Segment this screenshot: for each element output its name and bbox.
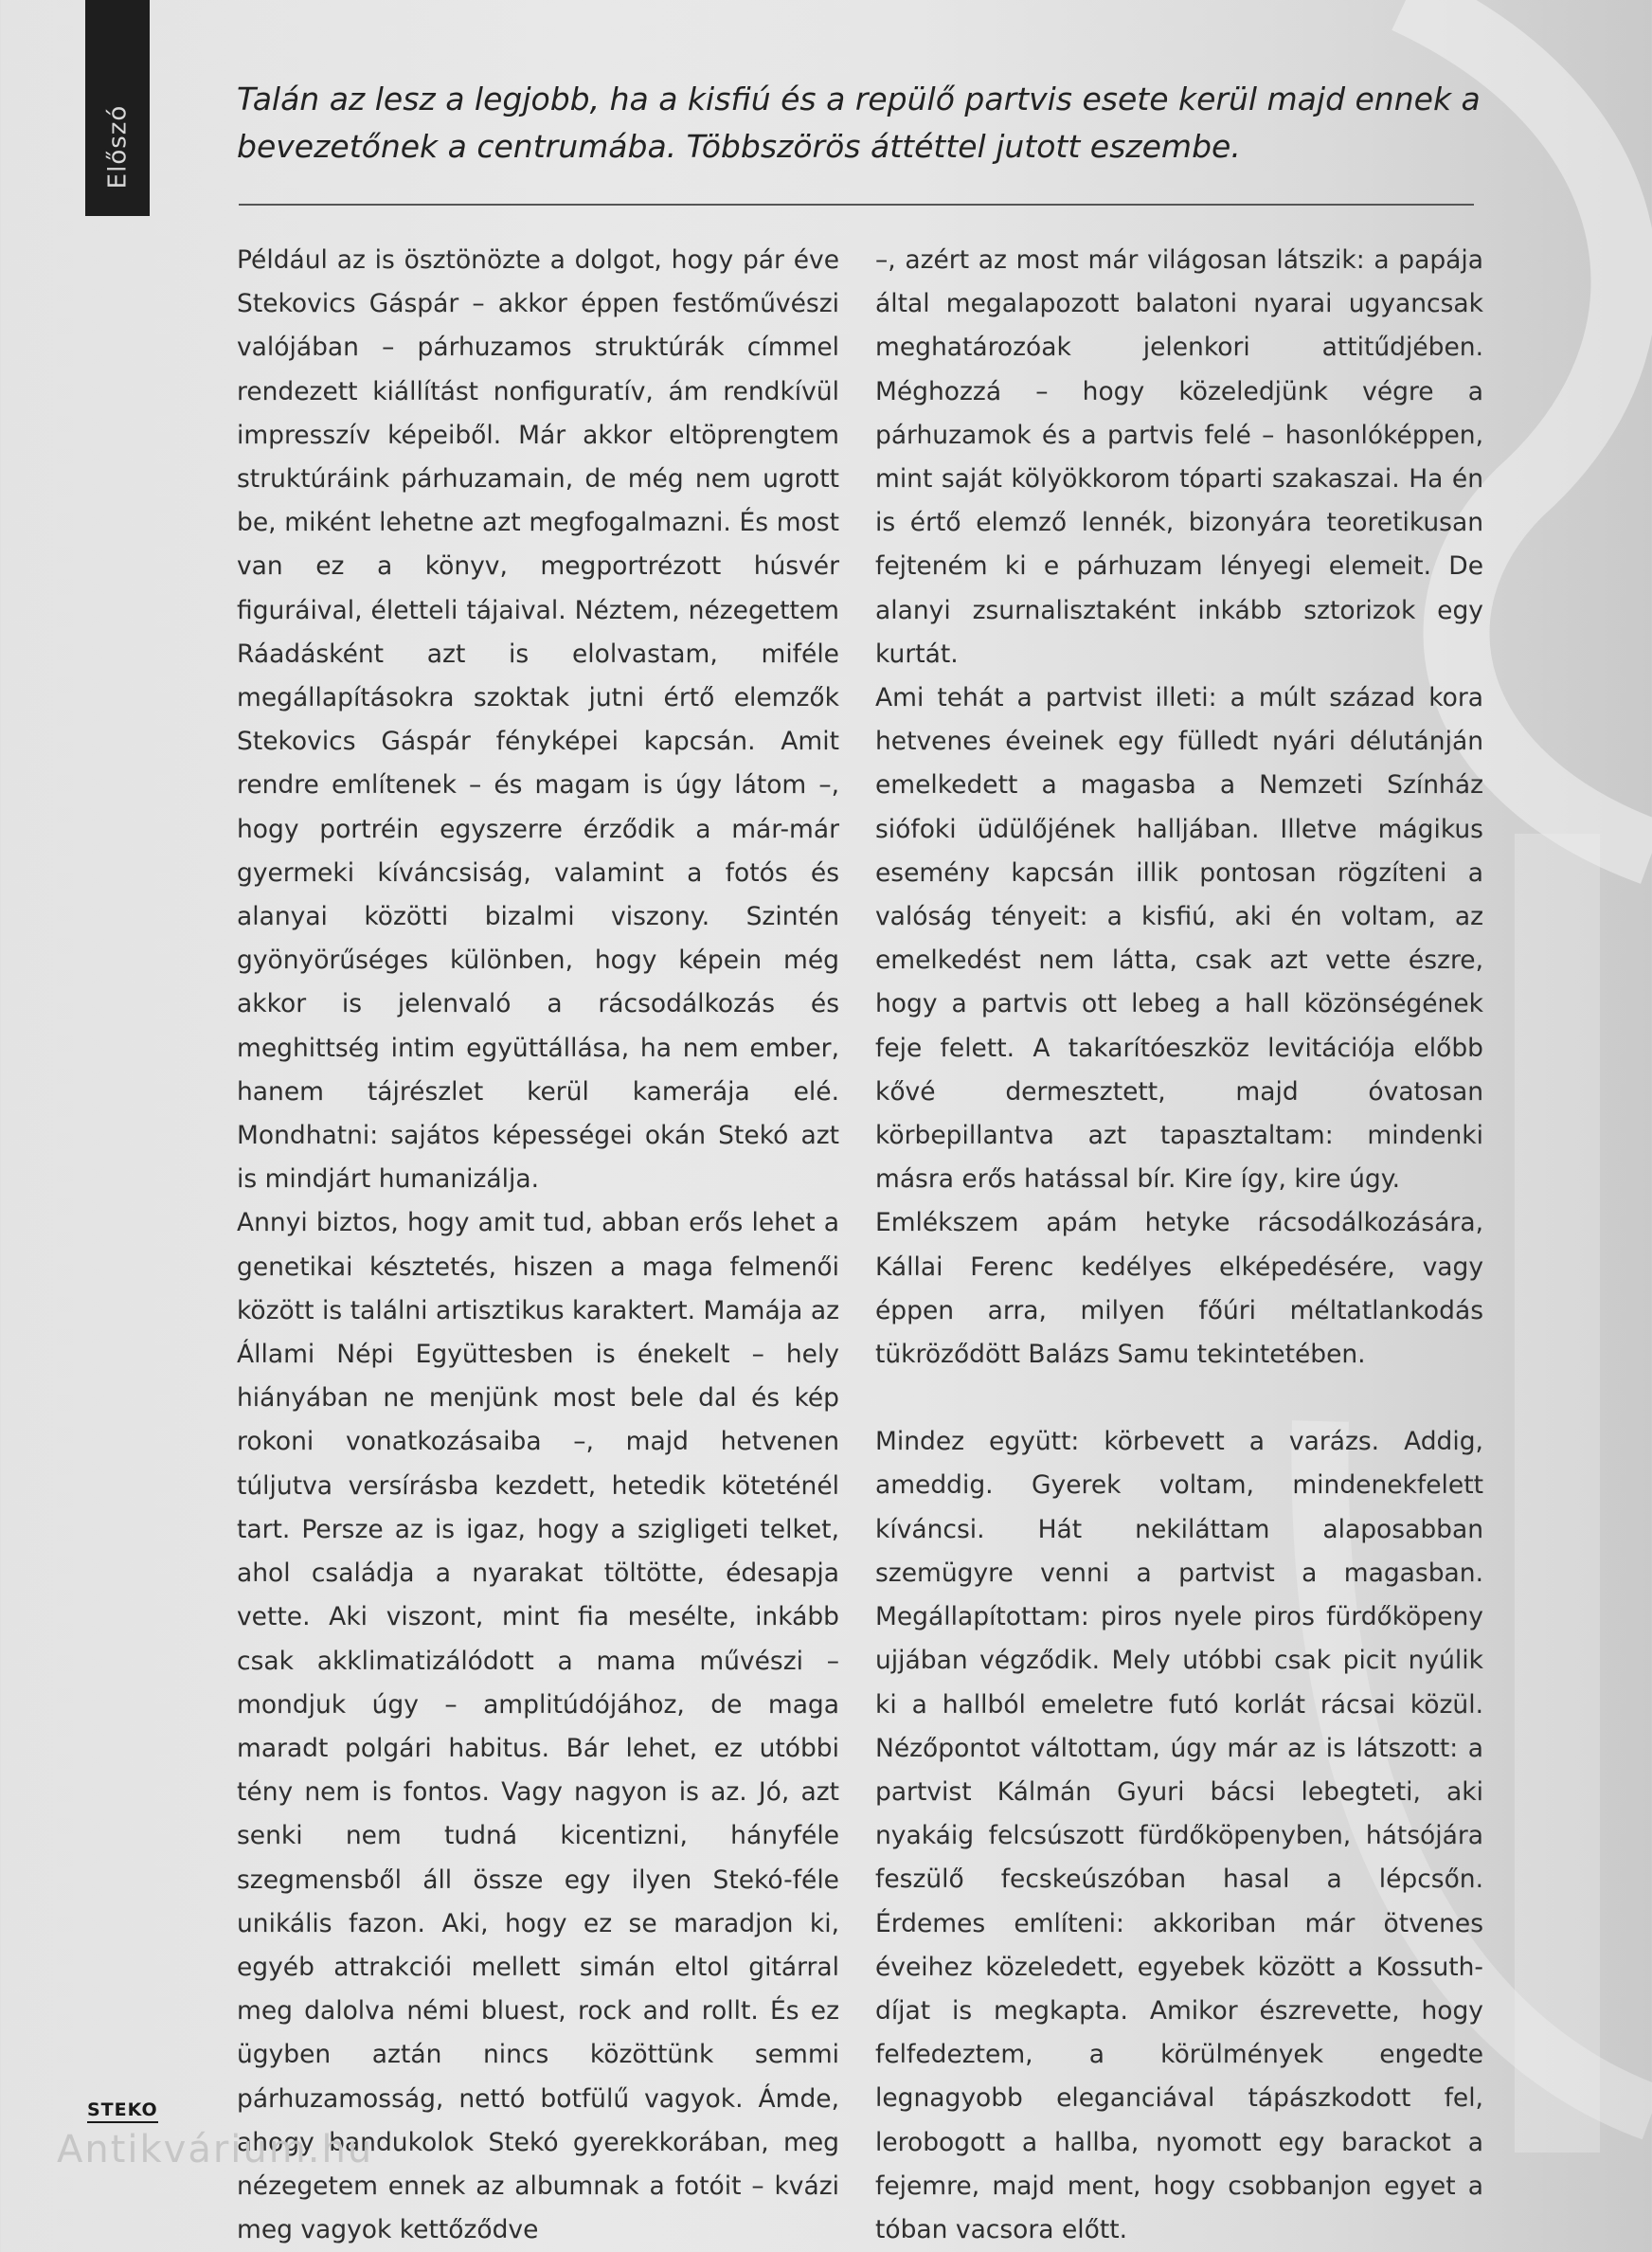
paragraph: Mindez együtt: körbevett a varázs. Addig, ameddig. Gyerek voltam, mindenekfelett kíváncsi. Hát nekiláttam alaposabban szemügyre venni a partvist a magasban. Megállapítottam: piros nyele piros fürdőköpeny ujjában végződik. Mely utóbbi csak picit nyúlik ki a hallból emeletre futó korlát rácsai közül. Nézőpontot váltottam, úgy már az is látszott: a partvist Kálmán Gyuri bácsi lebegteti, aki nyakáig felcsúszott fürdőköpenyben, hátsójára feszülő fecskeúszóban hasal a lépcsőn. Érdemes említeni: akkoriban már ötvenes éveihez közeledett, egyebek között a Kossuth-díjat is megkapta. Amikor észrevette, hogy felfedeztem, a körülmények engedte legnagyobb eleganciával tápászkodott fel, lerobogott a hallba, nyomott egy barackot a fejemre, majd ment, hogy csobbanjon egyet a tóban vacsora előtt. xyxy=(875,1427,1483,2244)
footer-watermark: Antikvárium.hu xyxy=(57,2128,374,2171)
paragraph: Emlékszem apám hetyke rácsodálkozására, Kállai Ferenc kedélyes elképedésére, vagy éppen arra, milyen főúri méltatlankodás tükröződött Balázs Samu tekintetében. xyxy=(875,1208,1483,1370)
paragraph: Annyi biztos, hogy amit tud, abban erős lehet a genetikai késztetés, hiszen a maga felmenői között is találni artisztikus karaktert. Mamája az Állami Népi Együttesben is énekelt – hely hiányában ne menjünk most bele dal és kép rokoni vonatkozásaiba –, majd hetvenen túljutva versírásba kezdett, hetedik köteténél tart. Persze az is igaz, hogy a szigligeti telket, ahol családja a nyarakat töltötte, édesapja vette. Aki viszont, mint fia mesélte, inkább csak akklimatizálódott a mama művészi – mondjuk úgy – amplitúdójához, de maga maradt polgári habitus. Bár lehet, ez utóbbi tény nem is fontos. Vagy nagyon is az. Jó, azt senki nem tudná kicentizni, hányféle szegmensből áll össze egy ilyen Stekó-féle unikális fazon. Aki, hogy ez se maradjon ki, egyéb attrakciói mellett simán eltol gitárral meg dalolva némi bluest, rock and rollt. És ez ügyben aztán nincs közöttünk semmi párhuzamosság, nettó botfülű vagyok. Ámde, ahogy bandukolok Stekó gyerekkorában, meg nézegetem ennek az albumnak a fotóit – kvázi meg vagyok kettőződve xyxy=(237,1208,839,2245)
paragraph: Ami tehát a partvist illeti: a múlt század kora hetvenes éveinek egy fülledt nyári délutánján emelkedett a magasba a Nemzeti Színház siófoki üdülőjének halljában. Illetve mágikus esemény kapcsán illik pontosan rögzíteni a valóság tényeit: a kisfiú, aki én voltam, az emelkedést nem látta, csak azt vette észre, hogy a partvis ott lebeg a hall közönségének feje felett. A takarítóeszköz levitációja előbb kővé dermesztett, majd óvatosan körbepillantva azt tapasztaltam: mindenki másra erős hatással bír. Kire így, kire úgy. xyxy=(875,683,1483,1195)
lead-paragraph: Talán az lesz a legjobb, ha a kisfiú és a repülő partvis esete kerül majd ennek a bevezetőnek a centrumába. Többszörös áttéttel jutott eszembe. xyxy=(237,81,1481,165)
lead-divider xyxy=(239,204,1474,206)
text-column-right xyxy=(875,239,1483,2252)
side-tab-label: Előszó xyxy=(103,104,133,189)
footer-brand-mark: STEKO xyxy=(87,2099,158,2123)
text-column-left xyxy=(237,239,839,2252)
paragraph-gap xyxy=(875,1377,1483,1420)
paragraph: –, azért az most már világosan látszik: a papája által megalapozott balatoni nyarai ugyancsak meghatározóak jelenkori attitűdjében. Méghozzá – hogy közeledjünk végre a párhuzamok és a partvis felé – hasonlóképpen, mint saját kölyökkorom tóparti szakaszai. Ha én is értő elemző lennék, bizonyára teoretikusan fejteném ki e párhuzam lényegi elemeit. De alanyi zsurnalisztaként inkább sztorizok egy kurtát. xyxy=(875,245,1483,669)
paragraph: Például az is ösztönözte a dolgot, hogy pár éve Stekovics Gáspár – akkor éppen festőművészi valójában – párhuzamos struktúrák címmel rendezett kiállítást nonfiguratív, ám rendkívül impresszív képeiből. Már akkor eltöprengtem struktúráink párhuzamain, de még nem ugrott be, miként lehetne azt megfogalmazni. És most van ez a könyv, megportrézott húsvér figuráival, életteli tájaival. Néztem, nézegettem Ráadásként azt is elolvastam, miféle megállapításokra szoktak jutni értő elemzők Stekovics Gáspár fényképei kapcsán. Amit rendre említenek – és magam is úgy látom –, hogy portréin egyszerre érződik a már-már gyermeki kíváncsiság, valamint a fotós és alanyai közötti bizalmi viszony. Szintén gyönyörűséges különben, hogy képein még akkor is jelenvaló a rácsodálkozás és meghittség intim együttállása, ha nem ember, hanem tájrészlet kerül kamerája elé. Mondhatni: sajátos képességei okán Stekó azt is mindjárt humanizálja. xyxy=(237,245,839,1195)
side-tab-label-wrap xyxy=(85,0,150,216)
